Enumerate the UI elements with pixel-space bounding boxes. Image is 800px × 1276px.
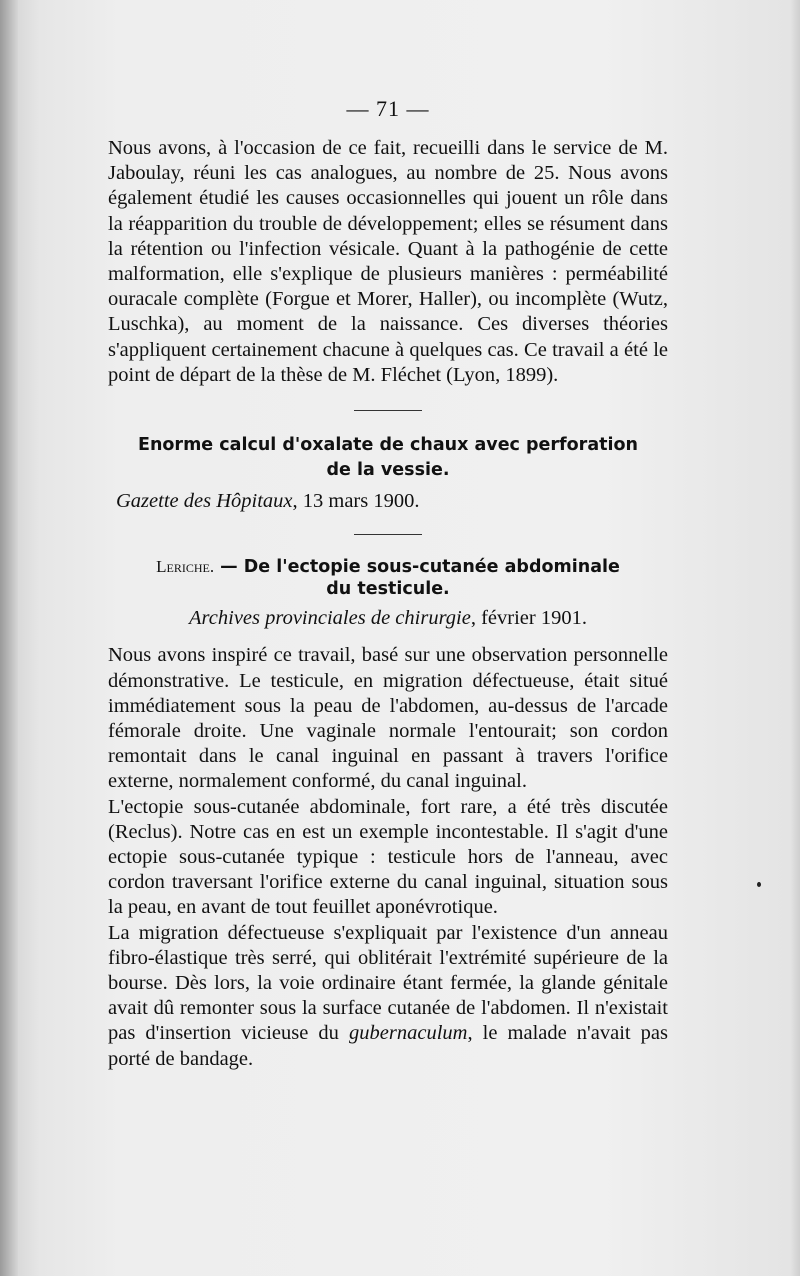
section2-dash: — — [214, 557, 244, 578]
page-spine-shadow — [0, 0, 18, 1276]
section2-author: Leriche. — [156, 557, 215, 577]
section2-paragraph3-term: gubernaculum — [349, 1022, 468, 1045]
section2-journal-date: , février 1901. — [470, 607, 587, 630]
section-divider — [354, 410, 422, 411]
section2-journal-name: Archives provinciales de chirurgie — [189, 607, 471, 630]
section1-journal-date: , 13 mars 1900. — [292, 490, 420, 513]
section1-journal — [108, 489, 668, 514]
section1-journal-name: Gazette des Hôpitaux — [116, 490, 293, 513]
section-divider — [354, 534, 422, 535]
page-content — [108, 96, 668, 1072]
section2-title-line2: du testicule. — [326, 579, 450, 600]
section2-paragraph2: L'ectopie sous-cutanée abdominale, fort rare, a été très discutée (Reclus). Notre cas en est un exemple incontestable. Il s'agit d'une ectopie sous-cutanée typique : testicule hors de l'anneau, avec cordon traversant l'orifice externe du canal inguinal, situation sous la peau, en avant de tout feuillet aponévrotique. — [108, 795, 668, 919]
section1-title-line2: de la vessie. — [326, 460, 450, 481]
section2-paragraph3 — [108, 921, 668, 1072]
section2-journal — [108, 606, 668, 631]
ink-speck — [757, 882, 761, 887]
section2-title-line1: De l'ectopie sous-cutanée abdominale — [243, 557, 620, 578]
section2-paragraph3-start: La migration défectueuse s'expliquait par l'existence d'un anneau fibro-élastique très serré, qui oblitérait l'extrémité supérieure de la bourse. Dès lors, la voie ordinaire étant fermée, la glande génitale avait dû remonter sous la surface cutanée de l'abdomen. Il n'existait pas d'insertion vicieuse du — [108, 921, 668, 1045]
page-number: — 71 — — [346, 96, 430, 121]
intro-paragraph: Nous avons, à l'occasion de ce fait, recueilli dans le service de M. Jaboulay, réuni les cas analogues, au nombre de 25. Nous avons également étudié les causes occasionnelles qui jouent un rôle dans la réapparition du trouble de développement; elles se résument dans la rétention ou l'infection vésicale. Quant à la pathogénie de cette malformation, elle s'explique de plusieurs manières : perméabilité ouracale complète (Forgue et Morer, Haller), ou incomplète (Wutz, Luschka), au moment de la naissance. Ces diverses théories s'appliquent certainement chacune à quelques cas. Ce travail a été le point de départ de la thèse de M. Fléchet (Lyon, 1899). — [108, 137, 668, 386]
section1-title-line1: Enorme calcul d'oxalate de chaux avec perforation — [138, 435, 638, 456]
section2-paragraph1: Nous avons inspiré ce travail, basé sur une observation personnelle démonstrative. Le testicule, en migration défectueuse, était situé immédiatement sous la peau de l'abdomen, au-dessus de l'arcade fémorale droite. Une vaginale normale l'entourait; son cordon remontait dans le canal inguinal en passant à travers l'orifice externe, normalement conformé, du canal inguinal. — [108, 644, 668, 793]
section2-header — [108, 557, 668, 577]
section2-paragraph3-end: , le malade n'avait pas porté de bandage. — [108, 1022, 668, 1070]
